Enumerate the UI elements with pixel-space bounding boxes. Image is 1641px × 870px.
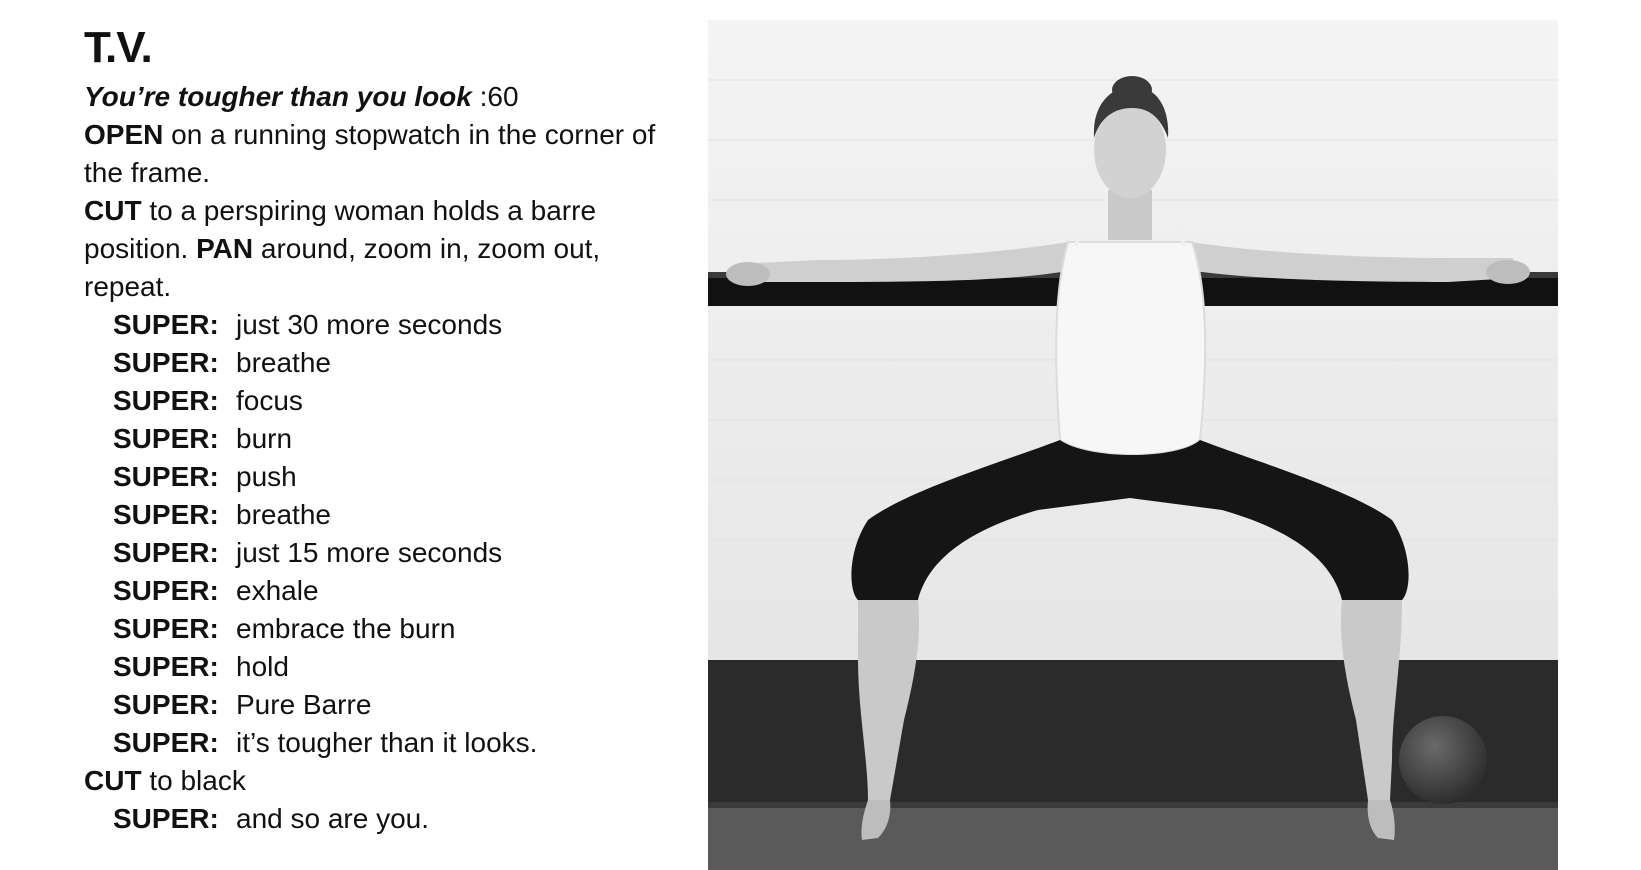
direction-lead: CUT	[84, 195, 142, 226]
cut-direction	[84, 192, 684, 306]
direction-text: on a running stopwatch in the corner of the frame.	[84, 119, 656, 188]
super-text: breathe	[236, 499, 331, 530]
super-label: SUPER:	[113, 385, 219, 416]
direction-lead: CUT	[84, 765, 142, 796]
tank-top	[1056, 242, 1205, 455]
super-label: SUPER:	[113, 613, 219, 644]
super-label: SUPER:	[113, 499, 219, 530]
super-line	[84, 344, 684, 382]
super-line	[84, 648, 684, 686]
super-line	[84, 686, 684, 724]
direction-text: to black	[149, 765, 246, 796]
super-label: SUPER:	[113, 423, 219, 454]
spot-name: You’re tougher than you look	[84, 81, 472, 112]
super-label: SUPER:	[113, 689, 219, 720]
spot-line	[84, 78, 684, 116]
barre-photo-illustration	[708, 20, 1558, 870]
super-label: SUPER:	[113, 803, 219, 834]
super-text: embrace the burn	[236, 613, 456, 644]
super-line	[84, 496, 684, 534]
direction-text: to a perspiring woman holds a barre position.	[84, 195, 597, 264]
super-line	[84, 458, 684, 496]
super-line	[84, 572, 684, 610]
super-label: SUPER:	[113, 537, 219, 568]
super-label: SUPER:	[113, 347, 219, 378]
spot-length: :60	[479, 81, 519, 112]
super-text: it’s tougher than it looks.	[236, 727, 538, 758]
super-label: SUPER:	[113, 651, 219, 682]
supers-list	[84, 306, 684, 762]
super-text: breathe	[236, 347, 331, 378]
script-column	[84, 24, 684, 838]
closing-direction	[84, 762, 684, 800]
direction-lead: PAN	[196, 233, 254, 264]
final-super-line	[84, 800, 684, 838]
direction-text: around, zoom in, zoom out, repeat.	[84, 233, 601, 302]
super-line	[84, 724, 684, 762]
super-label: SUPER:	[113, 309, 219, 340]
super-line	[84, 610, 684, 648]
super-text: just 15 more seconds	[236, 537, 503, 568]
super-text: burn	[236, 423, 293, 454]
medicine-ball	[1399, 716, 1487, 804]
floor	[708, 802, 1558, 870]
super-label: SUPER:	[113, 727, 219, 758]
super-line	[84, 420, 684, 458]
super-text: hold	[236, 651, 289, 682]
super-line	[84, 534, 684, 572]
super-text: and so are you.	[236, 803, 430, 834]
super-text: push	[236, 461, 297, 492]
page-title: T.V.	[84, 23, 152, 72]
super-label: SUPER:	[113, 575, 219, 606]
super-line	[84, 382, 684, 420]
super-text: exhale	[236, 575, 319, 606]
super-text: focus	[236, 385, 303, 416]
super-text: Pure Barre	[236, 689, 372, 720]
super-text: just 30 more seconds	[236, 309, 503, 340]
barre-photo	[708, 20, 1558, 870]
direction-lead: OPEN	[84, 119, 164, 150]
open-direction	[84, 116, 684, 192]
super-line	[84, 306, 684, 344]
super-label: SUPER:	[113, 461, 219, 492]
